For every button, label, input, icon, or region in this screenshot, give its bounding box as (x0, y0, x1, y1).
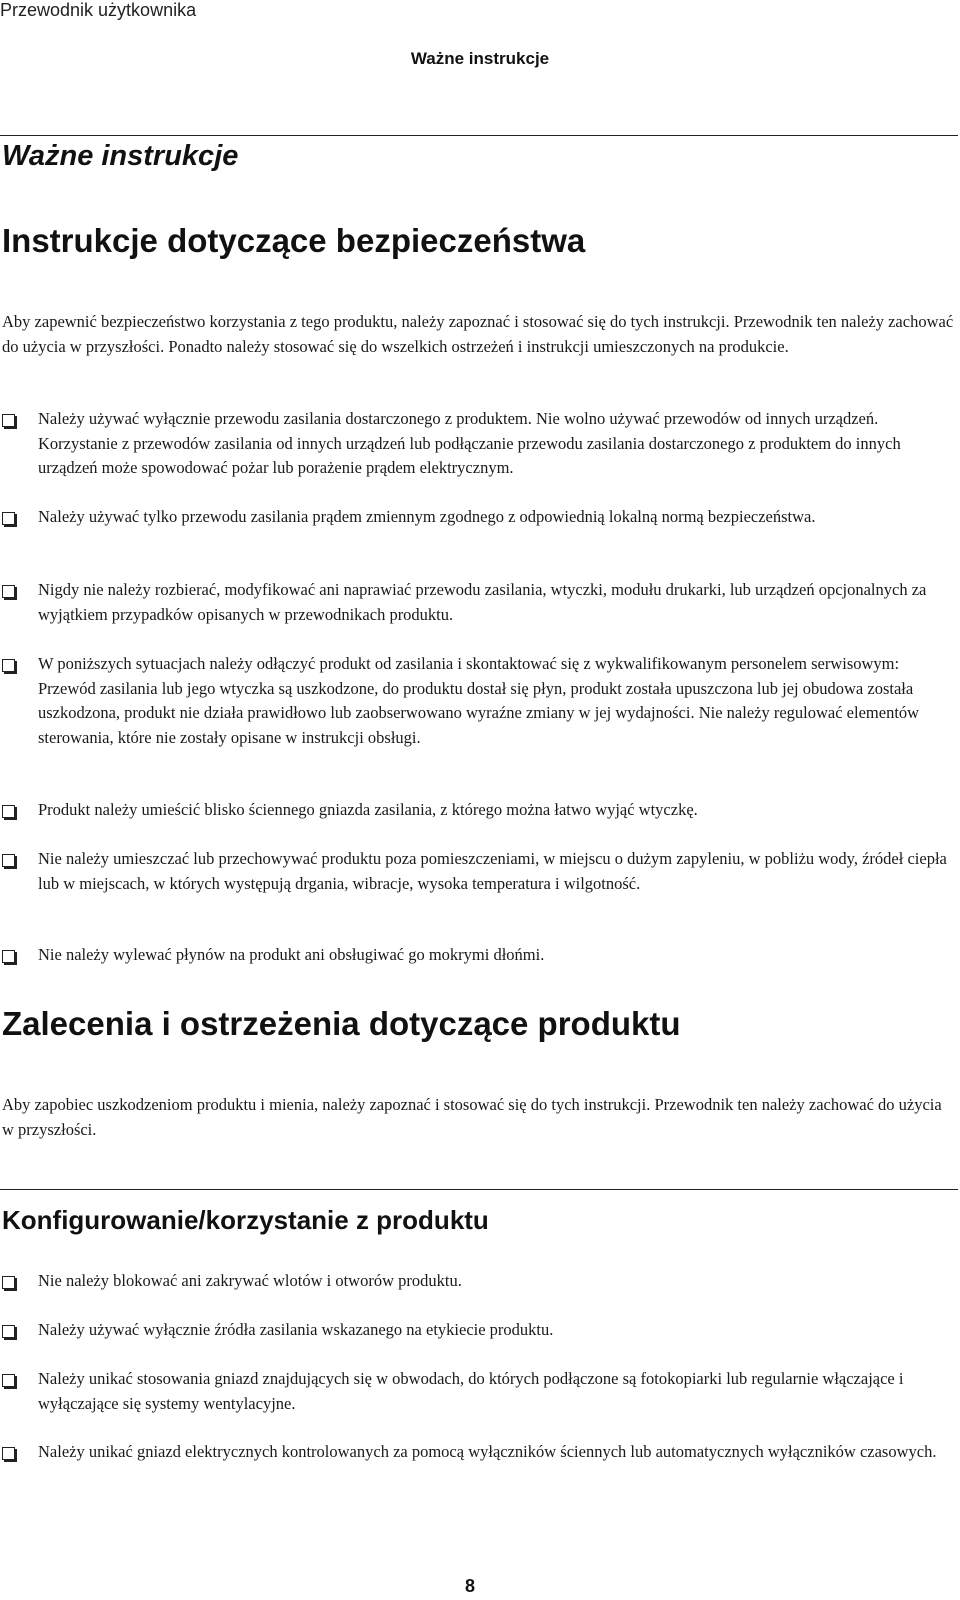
list-item (0, 1318, 958, 1343)
list-item-text: Należy używać tylko przewodu zasilania prądem zmiennym zgodnego z odpowiednią lokalną normą bezpieczeństwa. (38, 507, 816, 526)
safety-intro: Aby zapewnić bezpieczeństwo korzystania z tego produktu, należy zapoznać i stosować się do tych instrukcji. Przewodnik ten należy zachować do użycia w przyszłości. Ponadto należy stosować się do wszelkich ostrzeżeń i instrukcji umieszczonych na produkcie. (2, 312, 954, 356)
setup-heading: Konfigurowanie/korzystanie z produktu (2, 1205, 489, 1235)
checkbox-bullet-icon (2, 854, 15, 867)
checkbox-bullet-icon (2, 805, 15, 818)
list-item-text: Nigdy nie należy rozbierać, modyfikować ani naprawiać przewodu zasilania, wtyczki, modułu drukarki, lub urządzeń opcjonalnych za wyjątkiem przypadków opisanych w przewodnikach produktu. (38, 580, 927, 624)
list-item-text: Należy używać wyłącznie źródła zasilania wskazanego na etykiecie produktu. (38, 1320, 554, 1339)
chapter-divider (0, 135, 958, 136)
subsection-divider (0, 1189, 958, 1190)
list-item (0, 652, 958, 750)
list-item-text: Należy unikać gniazd elektrycznych kontrolowanych za pomocą wyłączników ściennych lub automatycznych wyłączników czasowych. (38, 1442, 937, 1461)
list-item (0, 1367, 958, 1416)
list-item-text: Nie należy wylewać płynów na produkt ani obsługiwać go mokrymi dłońmi. (38, 945, 545, 964)
list-item (0, 1440, 958, 1465)
running-head-manual-title: Przewodnik użytkownika (0, 0, 197, 20)
list-item-text: Nie należy umieszczać lub przechowywać produktu poza pomieszczeniami, w miejscu o dużym zapyleniu, w pobliżu wody, źródeł ciepła lub w miejscach, w których występują drgania, wibracje, wysoka temperatura i wilgotność. (38, 849, 947, 893)
list-item (0, 505, 958, 530)
list-item-text: Produkt należy umieścić blisko ściennego gniazda zasilania, z którego można łatwo wyjąć wtyczkę. (38, 800, 698, 819)
list-item (0, 943, 958, 968)
list-item-detail: Przewód zasilania lub jego wtyczka są uszkodzone, do produktu dostał się płyn, produkt została upuszczona lub jej obudowa została uszkodzona, produkt nie działa prawidłowo lub zaobserwowano wyraźne zmiany w jej wydajności. Nie należy regulować elementów sterowania, które nie zostały opisane w instrukcji obsługi. (38, 678, 920, 747)
list-item-text: Należy używać wyłącznie przewodu zasilania dostarczonego z produktem. Nie wolno używać przewodów od innych urządzeń. Korzystanie z przewodów zasilania od innych urządzeń lub podłączanie przewodu zasilania dostarczonego z produktem do innych urządzeń może spowodować pożar lub porażenie prądem elektrycznym. (38, 409, 901, 478)
safety-heading: Instrukcje dotyczące bezpieczeństwa (2, 222, 586, 259)
running-head-section-title: Ważne instrukcje (410, 49, 550, 68)
recommendations-intro: Aby zapobiec uszkodzeniom produktu i mienia, należy zapoznać i stosować się do tych instrukcji. Przewodnik ten należy zachować do użycia w przyszłości. (2, 1095, 942, 1139)
checkbox-bullet-icon (2, 1447, 15, 1460)
recommendations-heading: Zalecenia i ostrzeżenia dotyczące produktu (2, 1005, 681, 1042)
list-item (0, 798, 958, 823)
list-item-text: W poniższych sytuacjach należy odłączyć produkt od zasilania i skontaktować się z wykwalifikowanym personelem serwisowym: (38, 654, 900, 673)
list-item (0, 578, 958, 627)
checkbox-bullet-icon (2, 659, 15, 672)
checkbox-bullet-icon (2, 414, 15, 427)
page-number: 8 (464, 1576, 475, 1596)
checkbox-bullet-icon (2, 585, 15, 598)
checkbox-bullet-icon (2, 1276, 15, 1289)
list-item-text: Należy unikać stosowania gniazd znajdujących się w obwodach, do których podłączone są fotokopiarki lub regularnie włączające i wyłączające się systemy wentylacyjne. (38, 1369, 904, 1413)
list-item (0, 1269, 958, 1294)
checkbox-bullet-icon (2, 1325, 15, 1338)
list-item (0, 847, 958, 896)
list-item (0, 407, 958, 481)
checkbox-bullet-icon (2, 1374, 15, 1387)
chapter-title: Ważne instrukcje (2, 140, 239, 172)
checkbox-bullet-icon (2, 950, 15, 963)
checkbox-bullet-icon (2, 512, 15, 525)
list-item-text: Nie należy blokować ani zakrywać wlotów i otworów produktu. (38, 1271, 462, 1290)
